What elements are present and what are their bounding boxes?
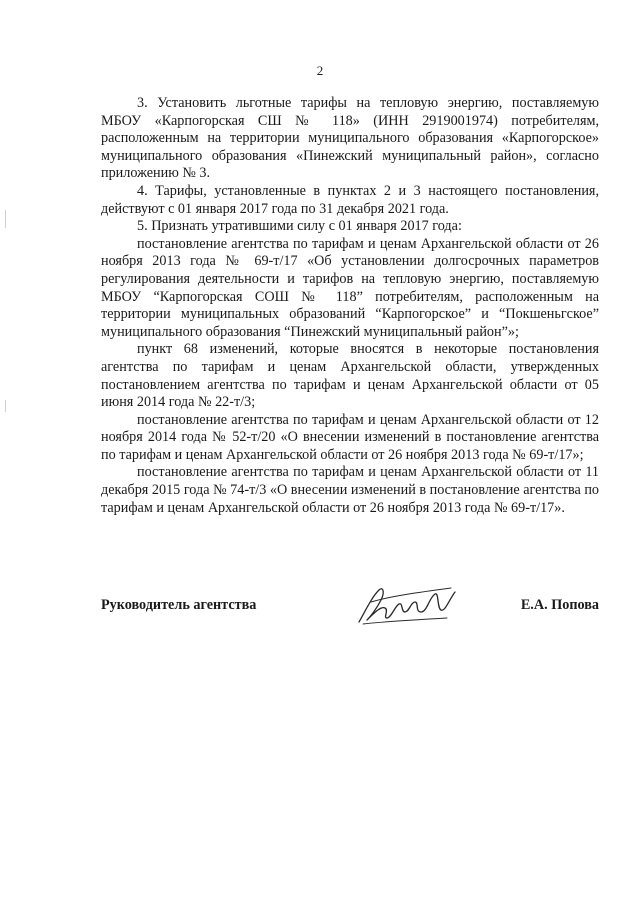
handwritten-signature <box>351 582 461 628</box>
paragraph-item-5: 5. Признать утратившими силу с 01 января 2017 года: <box>137 218 462 235</box>
repealed-act-2: пункт 68 изменений, которые вносятся в некоторые постановления агентства по тарифам и ценам Архангельской области, утвержденных постановлением агентства по тарифам и ценам Архангельской области от 05 июня 2014 года № 22-т/3; <box>101 341 599 411</box>
document-body <box>101 95 599 517</box>
page-number: 2 <box>316 63 324 78</box>
signature-block <box>101 582 599 632</box>
paragraph-item-3: 3. Установить льготные тарифы на тепловую энергию, поставляемую МБОУ «Карпогорская СШ № 118» (ИНН 2919001974) потребителям, расположенным на территории муниципального образования «Карпогорское» муниципального образования «Пинежский муниципальный район», согласно приложению № 3. <box>101 95 599 182</box>
left-margin-mark-middle <box>5 400 6 412</box>
signatory-name: Е.А. Попова <box>520 597 599 613</box>
repealed-act-1: постановление агентства по тарифам и ценам Архангельской области от 26 ноября 2013 года № 69-т/17 «Об установлении долгосрочных параметров регулирования деятельности и тарифов на тепловую энергию, поставляемую МБОУ “Карпогорская СОШ № 118” потребителям, расположенным на территории муниципальных образований “Карпогорское” и “Покшеньгское” муниципального образования “Пинежский муниципальный район”»; <box>101 235 599 340</box>
left-margin-mark-top <box>5 210 6 228</box>
repealed-act-3: постановление агентства по тарифам и ценам Архангельской области от 12 ноября 2014 года № 52-т/20 «О внесении изменений в постановление агентства по тарифам и ценам Архангельской области от 26 ноября 2013 года № 69-т/17»; <box>101 411 599 463</box>
paragraph-item-4: 4. Тарифы, установленные в пунктах 2 и 3 настоящего постановления, действуют с 01 января 2017 года по 31 декабря 2021 года. <box>101 182 599 217</box>
signatory-role: Руководитель агентства <box>101 597 257 613</box>
repealed-act-4: постановление агентства по тарифам и ценам Архангельской области от 11 декабря 2015 года № 74-т/3 «О внесении изменений в постановление агентства по тарифам и ценам Архангельской области от 26 ноября 2013 года № 69-т/17». <box>101 464 599 516</box>
